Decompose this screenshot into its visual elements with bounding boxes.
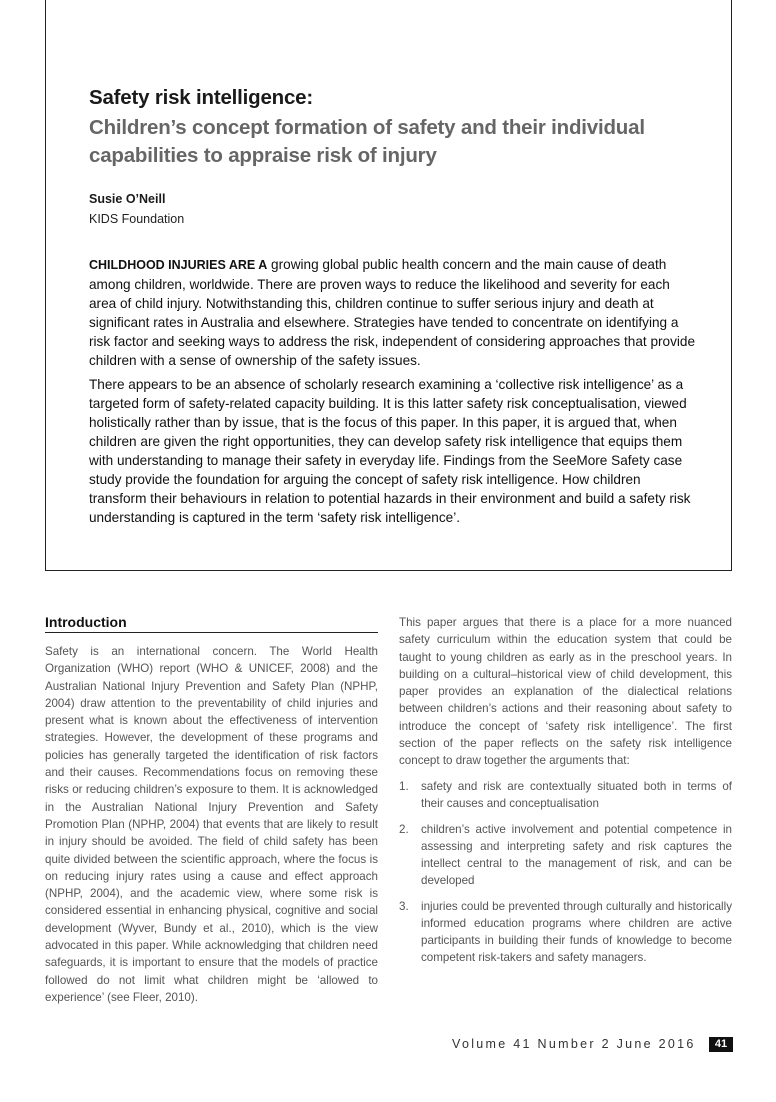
author-name: Susie O’Neill [89, 192, 166, 206]
right-column-paragraph: This paper argues that there is a place for a more nuanced safety curriculum within the education system that could be taught to young children as early as in the preschool years. In building on a cultural–historical view of child development, this paper provides an explanation of the dialectical relations between children’s actions and their reasoning about safety to introduce the concept of ‘safety risk intelligence’. The first section of the paper reflects on the safety risk intelligence concept to draw together the arguments that: [399, 616, 732, 768]
abstract-paragraph-2: There appears to be an absence of scholarly research examining a ‘collective risk intelligence’ as a targeted form of safety-related capacity building. It is this latter safety risk conceptualisation, viewed holistically rather than by issue, that is the focus of this paper. In this paper, it is argued that, when children are given the right opportunities, they can develop safety risk intelligence that equips them with understanding to manage their safety in everyday life. Findings from the SeeMore Safety case study provide the foundation for arguing the concept of safety risk intelligence. How children transform their behaviours in relation to potential hazards in their environment and build a safety risk understanding is captured in the term ‘safety risk intelligence’. [89, 377, 691, 525]
abstract-lead: CHILDHOOD INJURIES ARE A [89, 258, 268, 272]
list-item-text: children’s active involvement and potential competence in assessing and interpreting safety and risk captures the intellect central to the management of risk, and can be developed [421, 822, 732, 887]
argument-list-item [399, 821, 732, 889]
abstract [89, 255, 699, 532]
abstract-paragraph-1 [89, 255, 699, 370]
author-affiliation: KIDS Foundation [89, 212, 185, 226]
introduction-paragraph: Safety is an international concern. The World Health Organization (WHO) report (WHO & UNICEF, 2008) and the Australian National Injury Prevention and Safety Plan (NPHP, 2004) draw attention to the preventability of child injuries and present what is known about the effectiveness of intervention strategies. However, the development of these programs and policies has generally targeted the identification of risk factors and their causes. Recommendations focus on removing these risks or reducing children’s exposure to them. It is acknowledged in the Australian National Injury Prevention and Safety Promotion Plan (NPHP, 2004) that events that are likely to result in injury should be avoided. The field of child safety has been quite divided between the scientific approach, where the focus is on reducing injury rates using a cause and effect approach (NPHP, 2004), and the academic view, where some risk is considered essential in enhancing physical, cognitive and social development (Wyver, Bundy et al., 2010), which is the view advocated in this paper. While acknowledging that children need safeguards, it is important to ensure that the models of practice followed do not limit what children might be ‘allowed to experience’ (see Fleer, 2010). [45, 645, 378, 1004]
argument-list-item [399, 778, 732, 812]
list-item-text: injuries could be prevented through culturally and historically informed education programs where children are active participants in building their funds of knowledge to become competent risk-takers and safety managers. [421, 899, 732, 964]
list-number: 1. [399, 779, 409, 793]
right-column [399, 614, 732, 975]
page-number: 41 [709, 1037, 733, 1052]
section-heading-introduction: Introduction [45, 614, 378, 633]
list-item-text: safety and risk are contextually situated both in terms of their causes and conceptualisation [421, 779, 732, 810]
journal-footer: Volume 41 Number 2 June 2016 [452, 1037, 696, 1051]
argument-list-item [399, 898, 732, 966]
article-subtitle: Children’s concept formation of safety and their individual capabilities to appraise risk of injury [89, 116, 645, 167]
article-title: Safety risk intelligence: [89, 86, 314, 109]
left-column [45, 614, 378, 1006]
list-number: 2. [399, 822, 409, 836]
abstract-paragraph-1-text: growing global public health concern and the main cause of death among children, worldwide. There are proven ways to reduce the likelihood and severity for each area of child injury. Notwithstanding this, children continue to suffer serious injury and death at significant rates in Australia and elsewhere. Strategies have tended to concentrate on identifying a risk factor and seeking ways to address the risk, independent of considering approaches that provide children with a sense of ownership of the safety issues. [89, 257, 696, 368]
argument-list [399, 778, 732, 966]
list-number: 3. [399, 899, 409, 913]
